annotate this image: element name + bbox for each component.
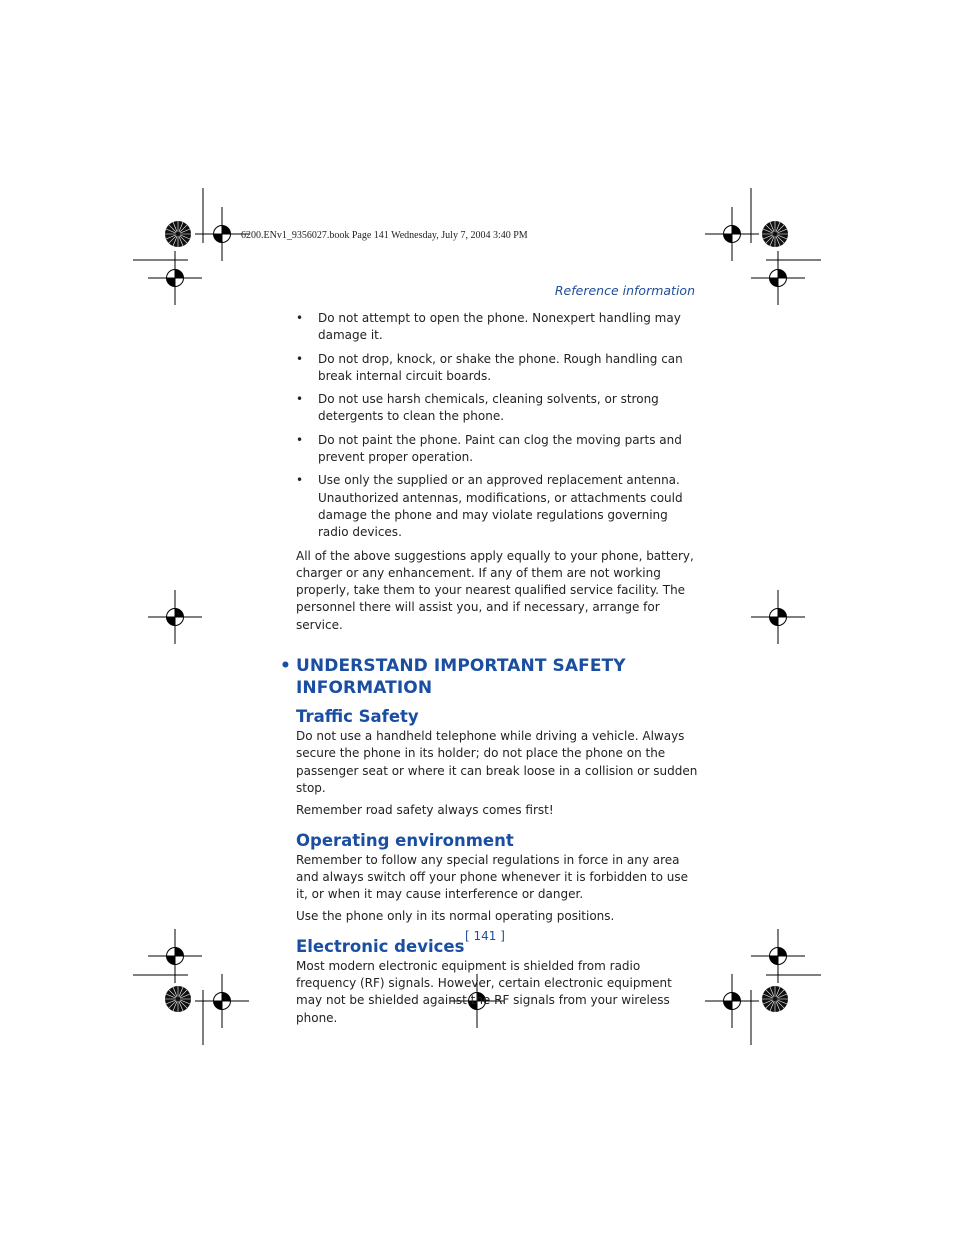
section-heading [280,655,701,699]
bullet-glyph: • [296,311,304,325]
list-item-text: Do not attempt to open the phone. Nonexpert handling may damage it. [318,311,681,343]
list-item [296,432,701,467]
list-item [296,310,701,345]
page-content [280,310,701,1032]
list-item [296,472,701,541]
traffic-safety-heading: Traffic Safety [296,707,419,727]
bullet-glyph: • [296,432,304,447]
summary-paragraph: All of the above suggestions apply equally to your phone, battery, charger or any enhancement. If any of them are not working properly, take them to your nearest qualified service facility. The personnel there will assist you, and if necessary, arrange for service. [296,548,694,632]
list-item-text: Do not drop, knock, or shake the phone. Rough handling can break internal circuit boards. [318,351,683,383]
running-head: Reference information [554,283,695,298]
care-list [296,310,701,542]
electronic-devices-paragraph: Most modern electronic equipment is shielded from radio frequency (RF) signals. However, certain electronic equipment may not be shielded against the RF signals from your wireless phone. [296,958,672,1025]
traffic-safety-paragraph: Remember road safety always comes first! [296,803,554,818]
operating-environment-heading: Operating environment [296,830,514,850]
operating-environment-paragraph: Remember to follow any special regulations in force in any area and always switch off your phone whenever it is forbidden to use it, or when it may cause interference or danger. [296,852,688,902]
list-item [296,351,701,386]
section-title: UNDERSTAND IMPORTANT SAFETY INFORMATION [296,656,626,699]
operating-environment-paragraph: Use the phone only in its normal operating positions. [296,909,615,924]
page-number: [ 141 ] [465,929,505,943]
list-item [296,391,701,426]
list-item-text: Use only the supplied or an approved replacement antenna. Unauthorized antennas, modifications, or attachments could damage the phone and may violate regulations governing radio devices. [318,473,683,540]
traffic-safety-paragraph: Do not use a handheld telephone while driving a vehicle. Always secure the phone in its holder; do not place the phone on the passenger seat or where it can break loose in a collision or sudden stop. [296,729,698,795]
list-item-text: Do not paint the phone. Paint can clog the moving parts and prevent proper operation. [318,432,682,465]
list-item-text: Do not use harsh chemicals, cleaning solvents, or strong detergents to clean the phone. [318,392,659,424]
electronic-devices-heading: Electronic devices [296,936,465,956]
section-bullet: • [280,656,291,677]
print-header: 6200.ENv1_9356027.book Page 141 Wednesday, July 7, 2004 3:40 PM [241,230,528,241]
bullet-glyph: • [296,473,304,488]
bullet-glyph: • [296,392,304,407]
bullet-glyph: • [296,351,304,366]
